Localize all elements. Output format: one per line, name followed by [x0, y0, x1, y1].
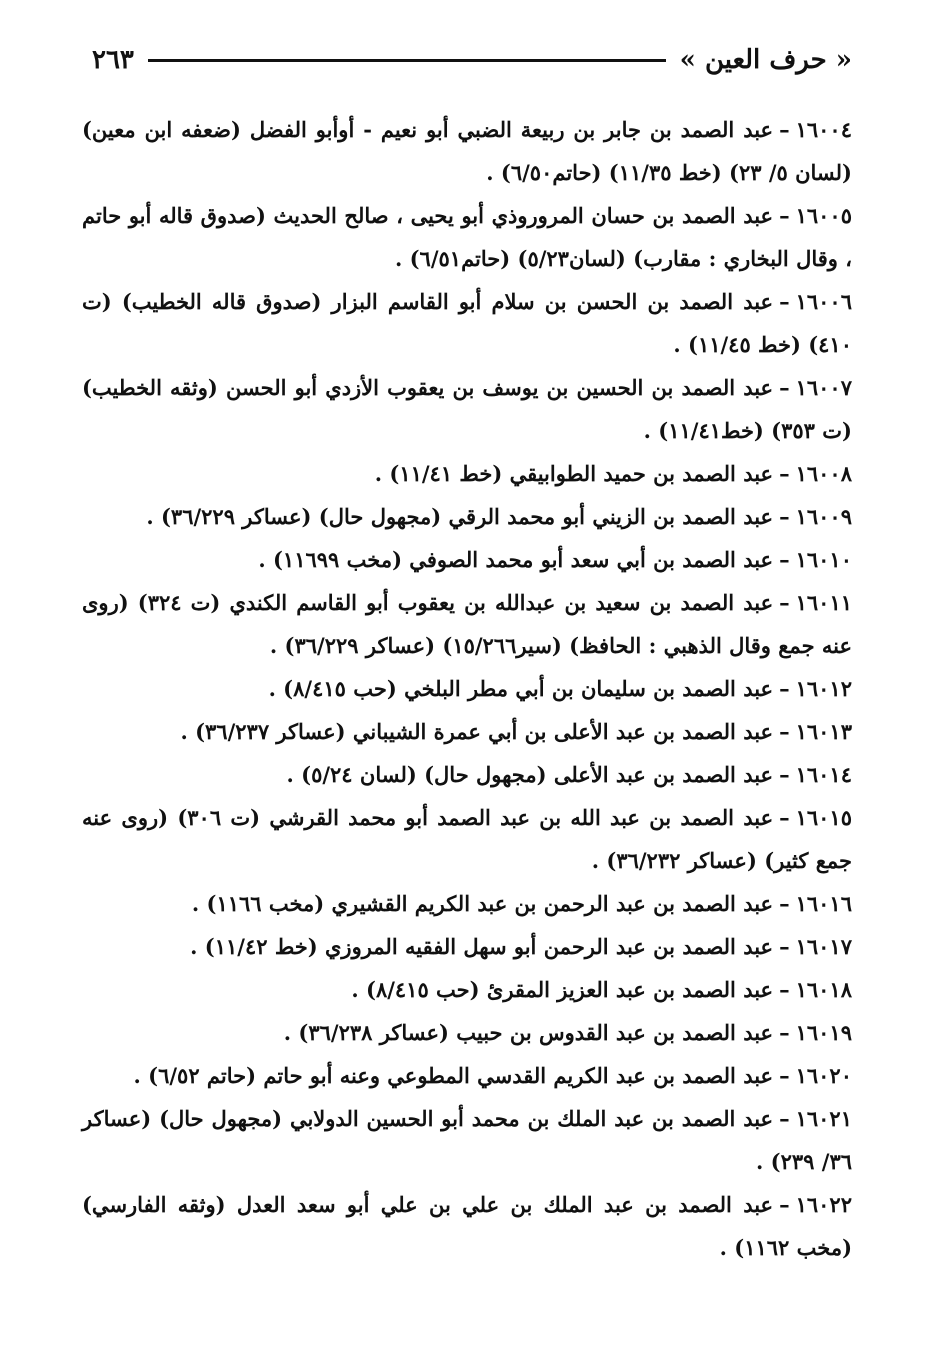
running-title: « حرف العين » [679, 45, 852, 75]
entry-dash: – [779, 977, 790, 1002]
entry [82, 667, 852, 710]
entry-number: ١٦٠١٣ [795, 719, 852, 744]
entry-dash: – [779, 461, 790, 486]
entry-text: عبد الصمد بن الحسن بن سلام أبو القاسم البزار (صدوق قاله الخطيب) (ت ٤١٠) (خط ١١/٤٥) . [82, 289, 852, 357]
entry-number: ١٦٠١٦ [795, 891, 852, 916]
entry-dash: – [779, 1106, 790, 1131]
entry-text: عبد الصمد بن سعيد بن عبدالله بن يعقوب أبو القاسم الكندي (ت ٣٢٤) (روى عنه جمع وقال الذهبي : الحافظ) (سير١٥/٢٦٦) (عساكر ٣٦/٢٢٩) . [82, 590, 852, 658]
entry-dash: – [779, 762, 790, 787]
entry-text: عبد الصمد بن جابر بن ربيعة الضبي أبو نعيم - أوأبو الفضل (ضعفه ابن معين) (لسان ٥/ ٢٣) (خط ١١/٣٥) (حاتم٦/٥٠) . [82, 117, 852, 185]
entry-text: عبد الصمد بن عبد القدوس بن حبيب (عساكر ٣٦/٢٣٨) . [283, 1020, 774, 1045]
page-number: ٢٦٣ [92, 45, 134, 75]
entry [82, 925, 852, 968]
header-rule [148, 59, 666, 62]
entry [82, 1097, 852, 1183]
entry-text: عبد الصمد بن عبد الكريم القدسي المطوعي وعنه أبو حاتم (حاتم ٦/٥٢) . [133, 1063, 774, 1088]
entry-dash: – [779, 289, 790, 314]
entry [82, 796, 852, 882]
entry [82, 581, 852, 667]
entry-number: ١٦٠٠٥ [795, 203, 852, 228]
entry-dash: – [779, 117, 790, 142]
entry-dash: – [779, 203, 790, 228]
entry-dash: – [779, 934, 790, 959]
entry-text: عبد الصمد بن عبد الملك بن محمد أبو الحسين الدولابي (مجهول حال) (عساكر ٣٦/ ٢٣٩) . [82, 1106, 852, 1174]
entry [82, 280, 852, 366]
entry-text: عبد الصمد بن سليمان بن أبي مطر البلخي (حب ٨/٤١٥) . [268, 676, 774, 701]
entry-text: عبد الصمد بن عبد الملك بن علي بن علي أبو سعد العدل (وثقه الفارسي) (مخب ١١٦٢) . [82, 1192, 852, 1260]
entry [82, 753, 852, 796]
entry-number: ١٦٠٠٩ [795, 504, 852, 529]
entry-number: ١٦٠١١ [795, 590, 853, 615]
entry-dash: – [779, 1063, 790, 1088]
entry [82, 1011, 852, 1054]
entry-number: ١٦٠٠٦ [795, 289, 852, 314]
entry-number: ١٦٠١٧ [795, 934, 852, 959]
entry-text: عبد الصمد بن عبد العزيز المقرئ (حب ٨/٤١٥) . [351, 977, 774, 1002]
entry-number: ١٦٠١٨ [795, 977, 852, 1002]
running-header [92, 38, 852, 82]
entry-number: ١٦٠١٩ [795, 1020, 852, 1045]
entry [82, 194, 852, 280]
entry [82, 452, 852, 495]
entry-text: عبد الصمد بن عبد الله بن عبد الصمد أبو محمد القرشي (ت ٣٠٦) (روى عنه جمع كثير) (عساكر ٣٦/٢٣٢) . [82, 805, 852, 873]
entry-dash: – [779, 375, 790, 400]
entry-number: ١٦٠٢٢ [795, 1192, 852, 1217]
entry-number: ١٦٠٢١ [795, 1106, 852, 1131]
entry-dash: – [779, 590, 790, 615]
entry-dash: – [779, 891, 790, 916]
entry-text: عبد الصمد بن عبد الرحمن أبو سهل الفقيه المروزي (خط ١١/٤٢) . [190, 934, 774, 959]
entry [82, 495, 852, 538]
entry-dash: – [779, 1020, 790, 1045]
entry-number: ١٦٠١٢ [795, 676, 852, 701]
entry-list [82, 108, 852, 1269]
entry [82, 882, 852, 925]
entry-text: عبد الصمد بن عبد الأعلى بن أبي عمرة الشيباني (عساكر ٣٦/٢٣٧) . [180, 719, 774, 744]
entry [82, 538, 852, 581]
entry-text: عبد الصمد بن عبد الأعلى (مجهول حال) (لسان ٥/٢٤) . [286, 762, 774, 787]
entry-number: ١٦٠١٤ [795, 762, 852, 787]
entry-number: ١٦٠١٥ [795, 805, 852, 830]
entry [82, 1183, 852, 1269]
entry-dash: – [779, 676, 790, 701]
entry-number: ١٦٠١٠ [795, 547, 852, 572]
entry-number: ١٦٠٢٠ [795, 1063, 852, 1088]
entry [82, 1054, 852, 1097]
entry-text: عبد الصمد بن حسان المروروذي أبو يحيى ، صالح الحديث (صدوق قاله أبو حاتم ، وقال البخاري : مقارب) (لسان٥/٢٣) (حاتم٦/٥١) . [82, 203, 852, 271]
entry-dash: – [779, 1192, 790, 1217]
entry-dash: – [779, 805, 790, 830]
entry-dash: – [779, 547, 790, 572]
entry [82, 710, 852, 753]
entry-number: ١٦٠٠٧ [795, 375, 852, 400]
entry-number: ١٦٠٠٤ [795, 117, 852, 142]
entry-number: ١٦٠٠٨ [795, 461, 852, 486]
entry-text: عبد الصمد بن الحسين بن يوسف بن يعقوب الأزدي أبو الحسن (وثقه الخطيب) (ت ٣٥٣) (خط١١/٤١) . [82, 375, 852, 443]
entry [82, 968, 852, 1011]
entry-dash: – [779, 719, 790, 744]
entry [82, 366, 852, 452]
entry [82, 108, 852, 194]
entry-text: عبد الصمد بن حميد الطوابيقي (خط ١١/٤١) . [374, 461, 774, 486]
entry-text: عبد الصمد بن عبد الرحمن بن عبد الكريم القشيري (مخب ١١٦٦) . [191, 891, 774, 916]
entry-dash: – [779, 504, 790, 529]
entry-text: عبد الصمد بن أبي سعد أبو محمد الصوفي (مخب ١١٦٩٩) . [258, 547, 774, 572]
entry-text: عبد الصمد بن الزيني أبو محمد الرقي (مجهول حال) (عساكر ٣٦/٢٢٩) . [146, 504, 774, 529]
